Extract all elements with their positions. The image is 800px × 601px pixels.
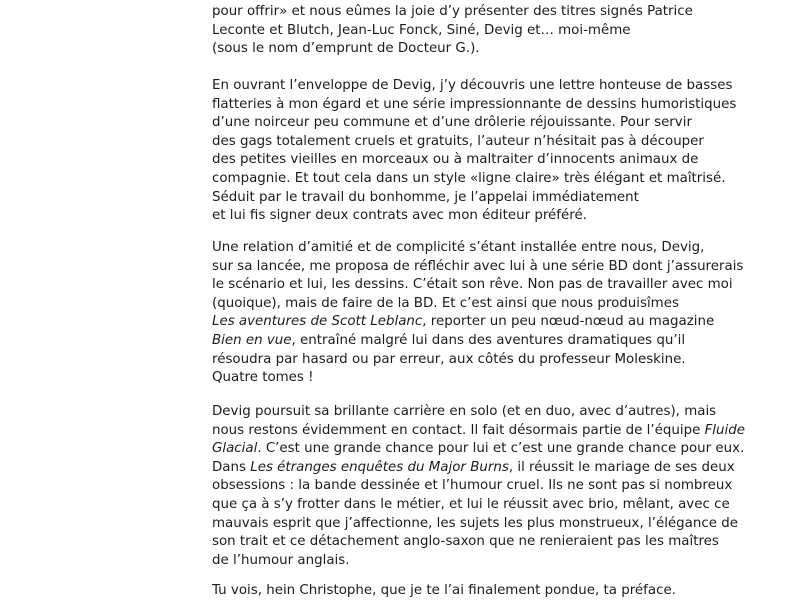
text-run: le scénario et lui, les dessins. C’était son rêve. Non pas de travailler avec moi xyxy=(212,277,733,293)
text-line xyxy=(212,114,736,133)
text-line xyxy=(212,189,736,208)
text-run: résoudra par hasard ou par erreur, aux côtés du professeur Moleskine. xyxy=(212,351,686,367)
text-line xyxy=(212,313,743,332)
text-line xyxy=(212,515,745,534)
text-run: Une relation d’amitié et de complicité s’étant installée entre nous, Devig, xyxy=(212,240,705,255)
text-line xyxy=(212,276,743,295)
text-line xyxy=(212,369,743,388)
text-line xyxy=(212,351,743,370)
text-run: Leconte et Blutch, Jean-Luc Fonck, Siné, Devig et… moi-même xyxy=(212,22,631,38)
text-line xyxy=(212,3,693,22)
text-run: des gags totalement cruels et gratuits, l’auteur n’hésitait pas à découper xyxy=(212,133,704,149)
text-line xyxy=(212,422,745,441)
text-run: Tu vois, hein Christophe, que je te l’ai finalement pondue, ta préface. xyxy=(212,583,676,598)
text-run: flatteries à mon égard et une série impressionnante de dessins humoristiques xyxy=(212,96,737,112)
text-run: , entraîné malgré lui dans des aventures dramatiques qu’il xyxy=(291,332,686,348)
paragraph-1 xyxy=(212,3,693,59)
italic-title: Glacial xyxy=(212,441,258,457)
text-run: , il réussit le mariage de ses deux xyxy=(508,459,735,475)
text-run: (sous le nom d’emprunt de Docteur G.). xyxy=(212,41,480,57)
text-line xyxy=(212,403,745,422)
text-run: (quoique), mais de faire de la BD. Et c’est ainsi que nous produisîmes xyxy=(212,295,679,311)
text-run: nous restons évidemment en contact. Il fait désormais partie de l’équipe xyxy=(212,422,705,438)
text-run: Devig poursuit sa brillante carrière en solo (et en duo, avec d’autres), mais xyxy=(212,404,717,419)
text-line xyxy=(212,582,676,601)
text-line xyxy=(212,533,745,552)
text-run: obsessions : la bande dessinée et l’humour cruel. Ils ne sont pas si nombreux xyxy=(212,478,733,494)
text-line xyxy=(212,552,745,571)
text-run: que ça à s’y frotter dans le métier, et lui le réussit avec brio, mêlant, avec ce xyxy=(212,496,730,512)
italic-title: Les étranges enquêtes du Major Burns xyxy=(250,459,509,475)
text-line xyxy=(212,459,745,478)
paragraph-2 xyxy=(212,77,736,226)
text-line xyxy=(212,295,743,314)
text-run: Dans xyxy=(212,459,251,475)
text-line xyxy=(212,133,736,152)
text-line xyxy=(212,477,745,496)
text-run: . C’est une grande chance pour lui et c’est une grande chance pour eux. xyxy=(257,441,745,457)
text-line xyxy=(212,440,745,459)
text-run: d’une noirceur peu commune et d’une drôlerie réjouissante. Pour servir xyxy=(212,115,692,131)
text-line xyxy=(212,207,736,226)
text-run: et lui fis signer deux contrats avec mon éditeur préféré. xyxy=(212,208,587,224)
text-run: de l’humour anglais. xyxy=(212,552,350,568)
text-run: des petites vieilles en morceaux ou à maltraiter d’innocents animaux de xyxy=(212,152,699,168)
text-run: pour offrir» et nous eûmes la joie d’y présenter des titres signés Patrice xyxy=(212,4,693,19)
text-line xyxy=(212,496,745,515)
text-line xyxy=(212,239,743,258)
text-run: En ouvrant l’enveloppe de Devig, j’y découvris une lettre honteuse de basses xyxy=(212,78,733,93)
text-run: sur sa lancée, me proposa de réfléchir avec lui à une série BD dont j’assurerais xyxy=(212,258,744,274)
text-line xyxy=(212,77,736,96)
text-run: mauvais esprit que j’affectionne, les sujets les plus monstrueux, l’élégance de xyxy=(212,515,738,531)
italic-title: Fluide xyxy=(704,422,745,438)
text-line xyxy=(212,170,736,189)
text-run: son trait et ce détachement anglo-saxon que ne renieraient pas les maîtres xyxy=(212,534,719,550)
text-line xyxy=(212,332,743,351)
text-line xyxy=(212,96,736,115)
italic-title: Bien en vue xyxy=(212,332,292,348)
text-run: compagnie. Et tout cela dans un style «ligne claire» très élégant et maîtrisé. xyxy=(212,170,726,186)
paragraph-4 xyxy=(212,403,745,570)
text-line xyxy=(212,22,693,41)
italic-title: Les aventures de Scott Leblanc xyxy=(212,314,423,330)
paragraph-5 xyxy=(212,582,676,601)
text-line xyxy=(212,151,736,170)
text-run: , reporter un peu nœud-nœud au magazine xyxy=(422,314,715,330)
paragraph-3 xyxy=(212,239,743,388)
text-run: Séduit par le travail du bonhomme, je l’appelai immédiatement xyxy=(212,189,639,205)
text-line xyxy=(212,40,693,59)
text-run: Quatre tomes ! xyxy=(212,370,314,386)
text-line xyxy=(212,258,743,277)
